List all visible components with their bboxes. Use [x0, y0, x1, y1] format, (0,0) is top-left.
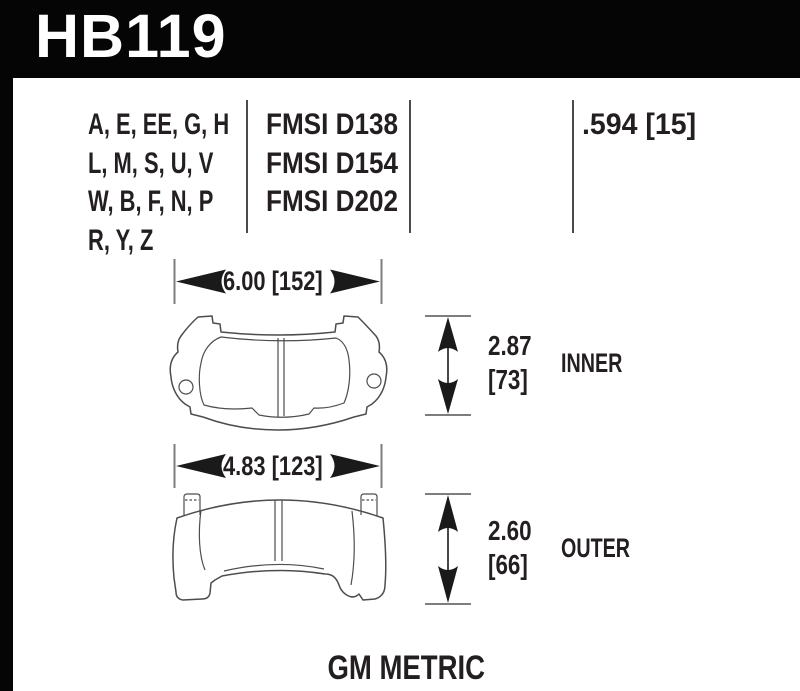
- outer-label: OUTER: [561, 533, 630, 563]
- fmsi-number: FMSI D202: [266, 185, 398, 218]
- up-arrow-icon: [438, 495, 458, 532]
- inner-mounting-hole: [179, 380, 193, 394]
- inner-friction-outline: [199, 337, 349, 417]
- application-label-wrap: [13, 649, 800, 688]
- divider-line: [409, 100, 411, 233]
- left-arrow-icon: [176, 270, 226, 294]
- outer-height-dimension-arrows: [423, 492, 473, 606]
- inner-mounting-hole: [367, 374, 381, 388]
- pad-thickness: .594 [15]: [582, 108, 697, 141]
- inner-label: INNER: [561, 348, 623, 378]
- fmsi-number: FMSI D138: [266, 108, 398, 141]
- up-arrow-icon: [438, 317, 458, 352]
- inner-height-mm: [73]: [488, 364, 528, 395]
- fmsi-numbers: [266, 106, 398, 222]
- compound-letters: [88, 106, 229, 260]
- outer-pad-drawing: [158, 488, 390, 608]
- part-number: HB119: [35, 2, 227, 70]
- outer-friction-right-edge: [351, 511, 354, 585]
- compound-letters-line: L, M, S, U, V: [88, 146, 214, 180]
- down-arrow-icon: [438, 566, 458, 603]
- right-arrow-icon: [330, 270, 380, 294]
- divider-line: [572, 100, 574, 233]
- inner-height-inches: 2.87: [488, 330, 532, 361]
- compound-letters-line: W, B, F, N, P: [88, 185, 214, 218]
- inner-width-dimension: 6.00 [152]: [223, 266, 323, 296]
- inner-pad-drawing: [158, 308, 390, 436]
- right-arrow-icon: [330, 454, 380, 478]
- down-arrow-icon: [438, 379, 458, 414]
- outer-height-inches: 2.60: [488, 515, 532, 546]
- compound-letters-line: R, Y, Z: [88, 223, 154, 257]
- left-arrow-icon: [176, 454, 226, 478]
- outer-friction-left-edge: [199, 510, 205, 570]
- outer-width-dimension: 4.83 [123]: [223, 451, 323, 481]
- outer-height-mm: [66]: [488, 549, 528, 580]
- application-label: GM METRIC: [327, 649, 486, 687]
- divider-line: [246, 100, 248, 233]
- inner-height-dimension-arrows: [423, 314, 473, 417]
- fmsi-number: FMSI D154: [266, 146, 398, 180]
- compound-letters-line: A, E, EE, G, H: [88, 108, 230, 141]
